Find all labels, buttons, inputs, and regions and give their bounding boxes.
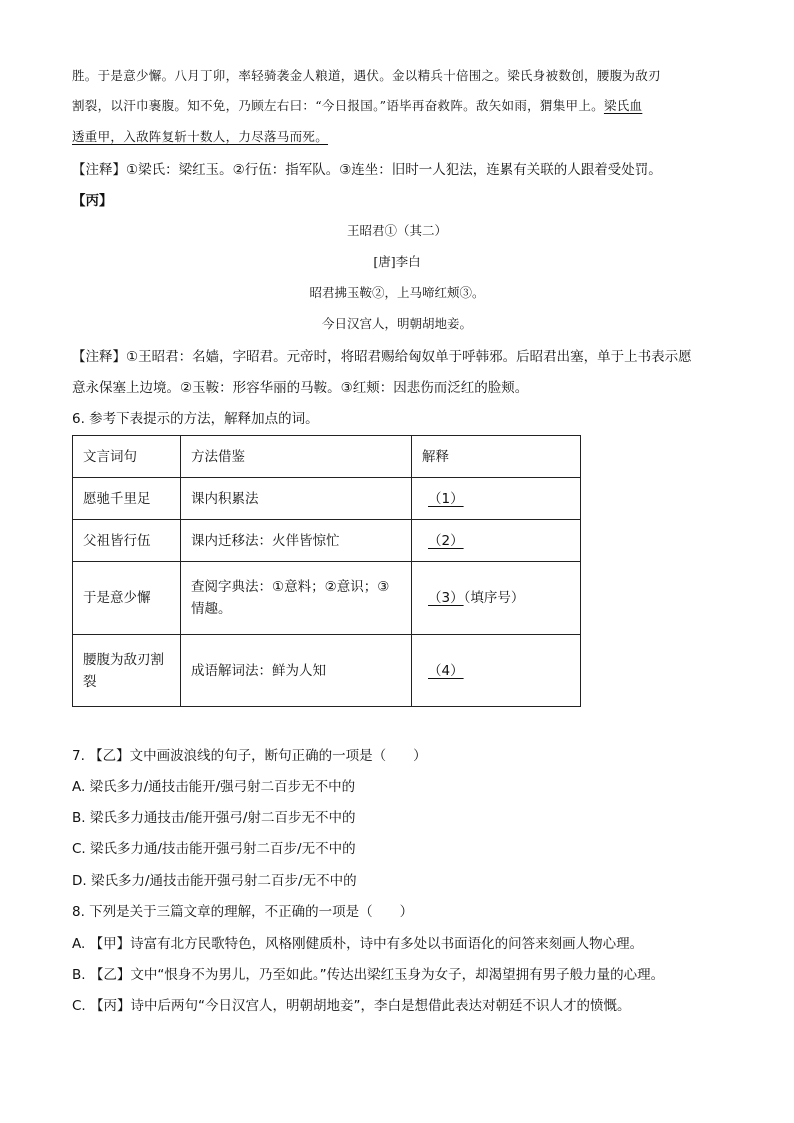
wavy-underlined-sentence-start: 梁氏血: [603, 98, 643, 113]
q7-option-a[interactable]: A. 梁氏多力/通技击能开/强弓射二百步无不中的: [72, 779, 356, 795]
q7-option-b[interactable]: B. 梁氏多力通技击/能开强弓/射二百步无不中的: [72, 810, 356, 826]
q7-option-c[interactable]: C. 梁氏多力通/技击能开强弓射二百步/无不中的: [72, 841, 356, 857]
phrase-line-1: 腰腹为敌刃割: [83, 651, 164, 668]
question-7-stem: 7. 【乙】文中画波浪线的句子，断句正确的一项是（ ）: [72, 748, 427, 764]
wavy-underlined-sentence-end: 透重甲，入敌阵复斩十数人，力尽落马而死。: [72, 129, 329, 144]
phrase-cell: 父祖皆行伍: [73, 520, 181, 562]
q7-option-d[interactable]: D. 梁氏多力/通技击能开强弓射二百步/无不中的: [72, 873, 357, 889]
note-yi: 【注释】①梁氏：梁红玉。②行伍：指军队。③连坐：旧时一人犯法，连累有关联的人跟着受处罚。: [72, 162, 662, 178]
answer-cell[interactable]: [412, 635, 581, 707]
q8-option-c[interactable]: C. 【丙】诗中后两句“今日汉宫人，明朝胡地妾”，李白是想借此表达对朝廷不识人才的愤慨。: [72, 998, 631, 1014]
note-bing-line-1: 【注释】①王昭君：名嫱，字昭君。元帝时，将昭君赐给匈奴单于呼韩邪。后昭君出塞，单于上书表示愿: [72, 349, 692, 365]
answer-blank-1[interactable]: （1）: [428, 490, 464, 507]
question-8-stem: 8. 下列是关于三篇文章的理解，不正确的一项是（ ）: [72, 904, 414, 920]
q8-option-a[interactable]: A. 【甲】诗富有北方民歌特色，风格刚健质朴，诗中有多处以书面语化的问答来刻画人物心理。: [72, 936, 644, 952]
note-bing-line-2: 意永保塞上边境。②玉鞍：形容华丽的马鞍。③红颊：因悲伤而泛红的脸颊。: [72, 380, 529, 396]
table-header-method: 方法借鉴: [181, 436, 412, 478]
passage-yi-line-1: 胜。于是意少懈。八月丁卯，率轻骑袭金人粮道，遇伏。金以精兵十倍围之。梁氏身被数创，腰腹为敌刃: [72, 68, 661, 83]
answer-blank-2[interactable]: （2）: [428, 532, 464, 549]
phrase-cell: [73, 635, 181, 707]
phrase-cell: 于是意少懈: [73, 562, 181, 635]
table-row: [73, 478, 581, 520]
answer-blank-4[interactable]: （4）: [428, 662, 464, 679]
method-line-1: 查阅字典法：①意料；②意识；③: [191, 579, 390, 595]
table-header-row: [73, 436, 581, 478]
passage-yi-line-2: [72, 96, 642, 116]
method-line-2: 情趣。: [191, 601, 232, 617]
phrase-cell: 愿驰千里足: [73, 478, 181, 520]
table-row: [73, 562, 581, 635]
answer-cell[interactable]: [412, 520, 581, 562]
poem-line-2: 今日汉宫人，明朝胡地妾。: [321, 316, 472, 331]
answer-cell[interactable]: [412, 478, 581, 520]
question-6-stem: 6. 参考下表提示的方法，解释加点的词。: [72, 411, 319, 427]
poem-line-1: 昭君拂玉鞍②，上马啼红颊③。: [309, 285, 485, 300]
table-row: [73, 520, 581, 562]
answer-cell[interactable]: [412, 562, 581, 635]
poem-title: 王昭君①（其二）: [346, 223, 447, 238]
q8-option-b[interactable]: B. 【乙】文中“恨身不为男儿，乃至如此。”传达出梁红玉身为女子，却渴望拥有男子般力量的心理。: [72, 967, 665, 983]
passage-yi-line-2-text: 割裂，以汗巾裹腹。知不免，乃顾左右曰：“今日报国。”语毕再奋救阵。敌矢如雨，猬集甲上。: [72, 98, 604, 113]
poem-author: [唐]李白: [373, 254, 421, 269]
table-row: [73, 635, 581, 707]
answer-hint: （填序号）: [463, 590, 525, 606]
method-cell: 课内积累法: [181, 478, 412, 520]
method-cell: [181, 562, 412, 635]
table-header-phrase: 文言词句: [73, 436, 181, 478]
table-header-explanation: 解释: [412, 436, 581, 478]
answer-blank-3[interactable]: （3）: [428, 590, 464, 606]
method-cell: 课内迁移法：火伴皆惊忙: [181, 520, 412, 562]
method-cell: 成语解词法：鲜为人知: [181, 635, 412, 707]
phrase-line-2: 裂: [83, 673, 97, 690]
question-6-table: [72, 435, 581, 707]
section-bing-label: 【丙】: [72, 193, 113, 209]
